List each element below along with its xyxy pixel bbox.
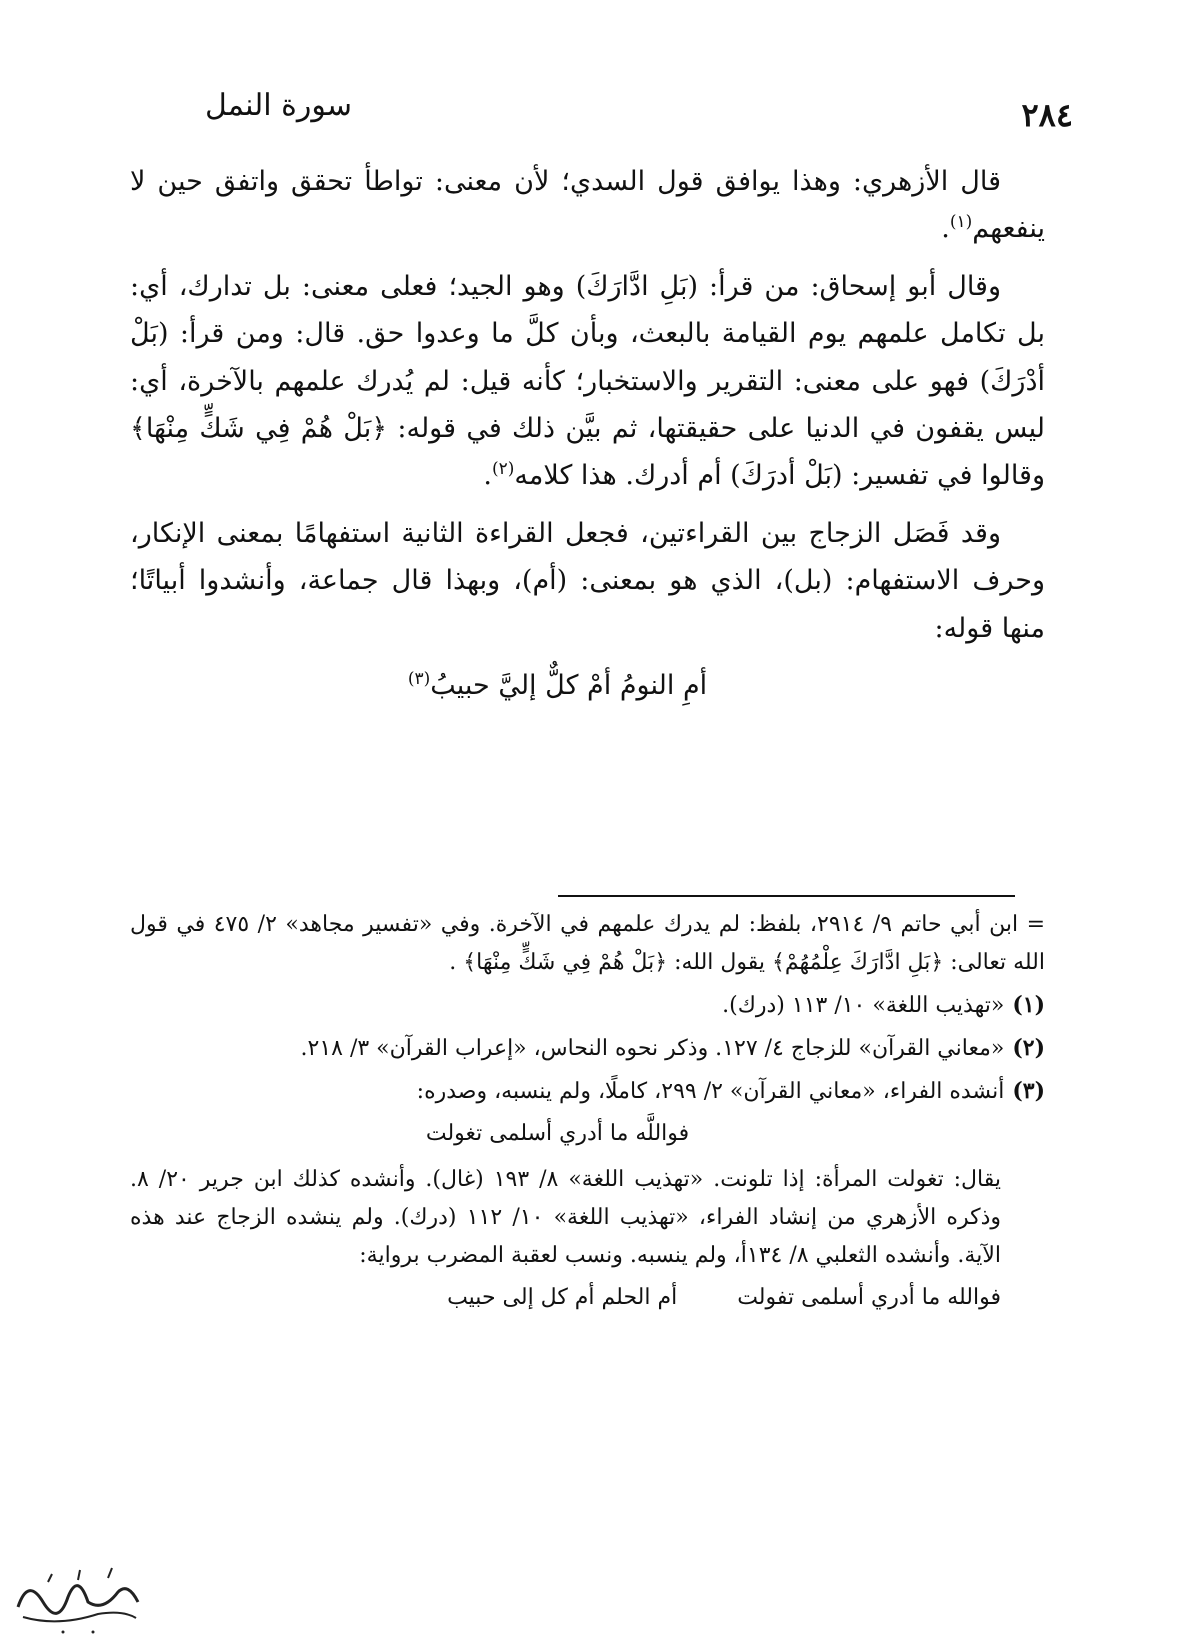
- footnote-ref-1: (١): [949, 212, 973, 233]
- footnote-2: [130, 1029, 1045, 1068]
- couplet-second-hemistich: أم الحلم أم كل إلى حبيب: [447, 1285, 678, 1310]
- paragraph-2: [130, 263, 1045, 500]
- footnote-continuation: = ابن أبي حاتم ٩/ ٢٩١٤، بلفظ: لم يدرك علمهم في الآخرة. وفي «تفسير مجاهد» ٢/ ٤٧٥ في قول الله تعالى: ﴿بَلِ ادَّارَكَ عِلْمُهُمْ﴾ يقول الله: ﴿بَلْ هُمْ فِي شَكٍّ مِنْهَا﴾ .: [130, 912, 1046, 975]
- paragraph-2-end: .: [483, 460, 492, 492]
- footnote-3-text: أنشده الفراء، «معاني القرآن» ٢/ ٢٩٩، كاملًا، ولم ينسبه، وصدره:: [416, 1079, 1005, 1104]
- footnote-3-number: (٣): [1012, 1078, 1045, 1104]
- verse-text: أمِ النومُ أمْ كلٌّ إليَّ حبيبُ: [430, 670, 708, 702]
- footnote-3: [130, 1072, 1045, 1111]
- couplet-first-hemistich: فوالله ما أدري أسلمى تفولت: [737, 1285, 1001, 1310]
- sura-title: سورة النمل: [205, 88, 352, 123]
- page-header: [0, 78, 1185, 138]
- paragraph-1-end: .: [941, 213, 950, 245]
- footnote-ref-2: (٢): [491, 459, 515, 480]
- footnote-3-verse: فواللَّه ما أدري أسلمى تغولت: [425, 1121, 690, 1146]
- main-text: [130, 158, 1045, 719]
- footnote-2-text: «معاني القرآن» للزجاج ٤/ ١٢٧. وذكر نحوه النحاس، «إعراب القرآن» ٣/ ٢١٨.: [300, 1036, 1005, 1061]
- footnote-3-explanation: يقال: تغولت المرأة: إذا تلونت. «تهذيب اللغة» ٨/ ١٩٣ (غال). وأنشده كذلك ابن جرير ٢٠/ ٨. وذكره الأزهري من إنشاد الفراء، «تهذيب اللغة» ١٠/ ١١٢ (درك). ولم ينشده الزجاج عند هذه الآية. وأنشده الثعلبي ٨/ ١٣٤أ، ولم ينسبه. ونسب لعقبة المضرب برواية:: [130, 1167, 1002, 1268]
- footnote-ref-3: (٣): [407, 669, 431, 690]
- paragraph-1: [130, 158, 1045, 253]
- page-number: ٢٨٤: [1021, 96, 1073, 134]
- watermark-logo: [8, 1552, 148, 1642]
- footnote-1-text: «تهذيب اللغة» ١٠/ ١١٣ (درك).: [722, 993, 1005, 1018]
- footnote-1: [130, 986, 1045, 1025]
- footnote-separator: [558, 895, 1015, 897]
- footnote-1-number: (١): [1012, 992, 1045, 1018]
- footnotes: [130, 906, 1045, 1317]
- paragraph-2-text: وقال أبو إسحاق: من قرأ: (بَلِ ادَّارَكَ) وهو الجيد؛ فعلى معنى: بل تدارك، أي: بل تكامل علمهم يوم القيامة بالبعث، وبأن كلَّ ما وعدوا حق. قال: ومن قرأ: (بَلْ أدْرَكَ) فهو على معنى: التقرير والاستخبار؛ كأنه قيل: لم يُدرك علمهم بالآخرة، أي: ليس يقفون في الدنيا على حقيقتها، ثم بيَّن ذلك في قوله: ﴿بَلْ هُمْ فِي شَكٍّ مِنْهَا﴾ وقالوا في تفسير: (بَلْ أدرَكَ) أم أدرك. هذا كلامه: [130, 270, 1045, 492]
- paragraph-1-text: قال الأزهري: وهذا يوافق قول السدي؛ لأن معنى: تواطأ تحقق واتفق حين لا ينفعهم: [130, 166, 1045, 245]
- couplet: [130, 1279, 1045, 1317]
- paragraph-3: وقد فَصَل الزجاج بين القراءتين، فجعل القراءة الثانية استفهامًا بمعنى الإنكار، وحرف الاستفهام: (بل)، الذي هو بمعنى: (أم)، وبهذا قال جماعة، وأنشدوا أبياتًا؛ منها قوله:: [130, 517, 1045, 644]
- verse-line: [130, 662, 1045, 709]
- footnote-2-number: (٢): [1012, 1035, 1045, 1061]
